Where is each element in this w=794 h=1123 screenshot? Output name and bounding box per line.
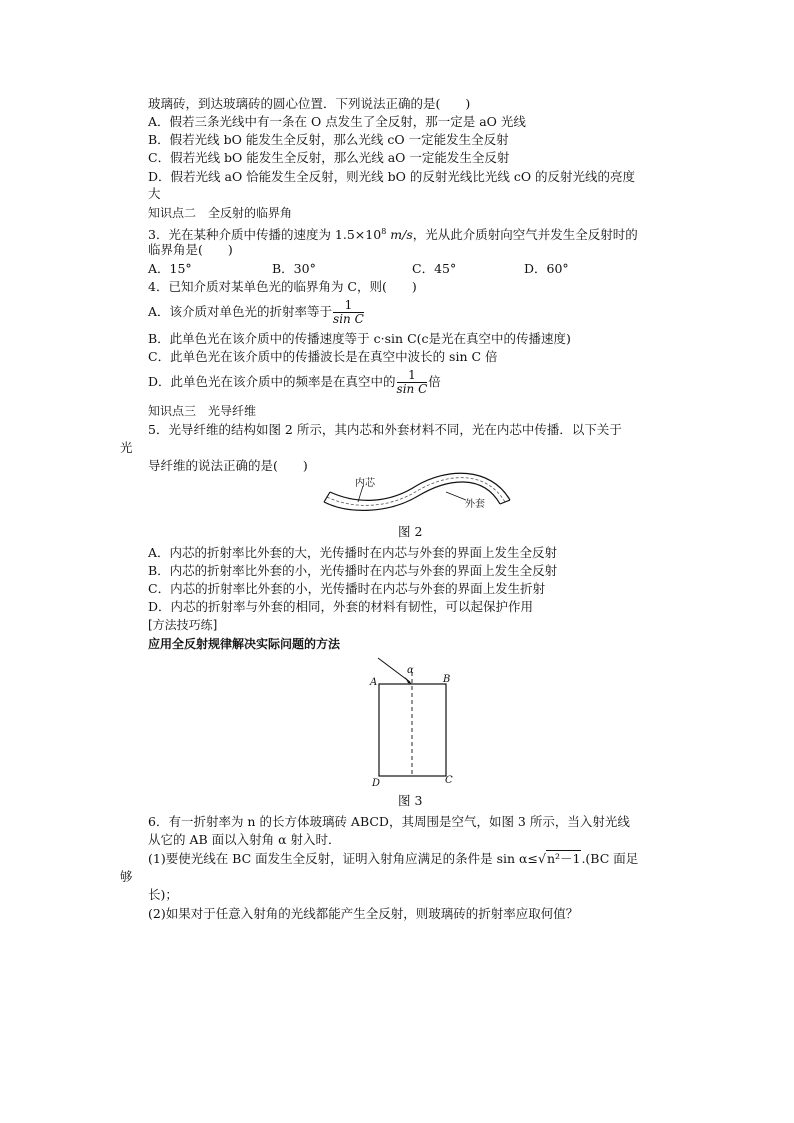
- option-c: C．假若光线 bO 能发生全反射，那么光线 aO 一定能发生全反射: [148, 150, 510, 165]
- q4-option-c: C．此单色光在该介质中的传播波长是在真空中波长的 sin C 倍: [148, 349, 498, 364]
- fig3-label-a: A: [370, 677, 378, 688]
- q3-stem-line1: 3．光在某种介质中传播的速度为 $1.5\times 10^8$ m/s，光从此介质射向空气并发生全反射时的: [148, 227, 638, 243]
- q6-stem-line2: 从它的 AB 面以入射角 α 射入时．: [148, 832, 341, 847]
- q4-option-d: D．此单色光在该介质中的频率是在真空中的 $\frac{1}{\text{sin C}}$ 倍: [148, 368, 441, 396]
- q5-stem-line1: 5．光导纤维的结构如图 2 所示，其内芯和外套材料不同，光在内芯中传播．以下关于: [148, 422, 622, 437]
- q3-option-c: C．45°: [412, 261, 457, 276]
- option-d: D．假若光线 aO 恰能发生全反射，则光线 bO 的反射光线比光线 cO 的反射光线的亮度: [148, 169, 636, 184]
- fraction: $\frac{1}{\text{sin C}}$: [333, 298, 364, 326]
- q3-stem-line2: 临界角是( ): [148, 242, 233, 257]
- fig3-label-c: C: [445, 775, 453, 786]
- q4-stem: 4．已知介质对某单色光的临界角为 C，则( ): [148, 279, 417, 294]
- q4-option-b: B．此单色光在该介质中的传播速度等于 c·sin C(c是光在真空中的传播速度): [148, 331, 571, 346]
- fraction: $\frac{1}{\text{sin C}}$: [396, 368, 428, 396]
- option-a: A．假若三条光线中有一条在 O 点发生了全反射，那一定是 aO 光线: [148, 114, 526, 129]
- q3-option-d: D．60°: [524, 261, 569, 276]
- q6-part1-line2: 长)；: [148, 887, 178, 902]
- fig2-label-outer: 外套: [465, 499, 485, 510]
- method-tag: [方法技巧练]: [148, 618, 218, 632]
- option-d-wrap: 大: [148, 186, 161, 201]
- q5-option-b: B．内芯的折射率比外套的小，光传播时在内芯与外套的界面上发生全反射: [148, 563, 558, 578]
- fig3-label-alpha: α: [407, 665, 414, 676]
- q5-option-d: D．内芯的折射率与外套的相同，外套的材料有韧性，可以起保护作用: [148, 599, 534, 614]
- q6-part2: (2)如果对于任意入射角的光线都能产生全反射，则玻璃砖的折射率应取何值？: [148, 906, 579, 921]
- q6-stem-line1: 6．有一折射率为 n 的长方体玻璃砖 ABCD，其周围是空气，如图 3 所示，当入射光线: [148, 814, 630, 829]
- section-heading-kp3: 知识点三 光导纤维: [148, 404, 257, 418]
- q5-stem-wrap: 光: [120, 440, 133, 455]
- q4-option-a: A．该介质对单色光的折射率等于 $\frac{1}{\text{sin C}}$: [148, 298, 364, 326]
- q5-option-c: C．内芯的折射率比外套的小，光传播时在内芯与外套的界面上发生折射: [148, 581, 546, 596]
- section-heading-kp2: 知识点二 全反射的临界角: [148, 206, 293, 220]
- q3-option-a: A．15°: [148, 261, 192, 276]
- q6-part1: (1)要使光线在 BC 面发生全反射，证明入射角应满足的条件是 sin α≤√n²－1.(BC 面足: [148, 851, 639, 866]
- figure-2-fiber: [318, 470, 518, 520]
- fig3-label-b: B: [443, 674, 451, 685]
- q5-option-a: A．内芯的折射率比外套的大，光传播时在内芯与外套的界面上发生全反射: [148, 545, 558, 560]
- method-title: 应用全反射规律解决实际问题的方法: [148, 637, 341, 651]
- fig3-caption: 图 3: [398, 793, 423, 808]
- q5-stem-line2: 导纤维的说法正确的是( ): [148, 458, 308, 473]
- fig2-caption: 图 2: [398, 524, 423, 539]
- fig2-label-inner: 内芯: [355, 478, 375, 489]
- q3-option-b: B．30°: [272, 261, 316, 276]
- q6-part1-wrap: 够: [120, 869, 133, 884]
- figure-3-glass-block: [368, 656, 488, 786]
- question-stem-tail: 玻璃砖，到达玻璃砖的圆心位置．下列说法正确的是( ): [148, 96, 471, 111]
- option-b: B．假若光线 bO 能发生全反射，那么光线 cO 一定能发生全反射: [148, 132, 509, 147]
- fig3-label-d: D: [372, 778, 381, 789]
